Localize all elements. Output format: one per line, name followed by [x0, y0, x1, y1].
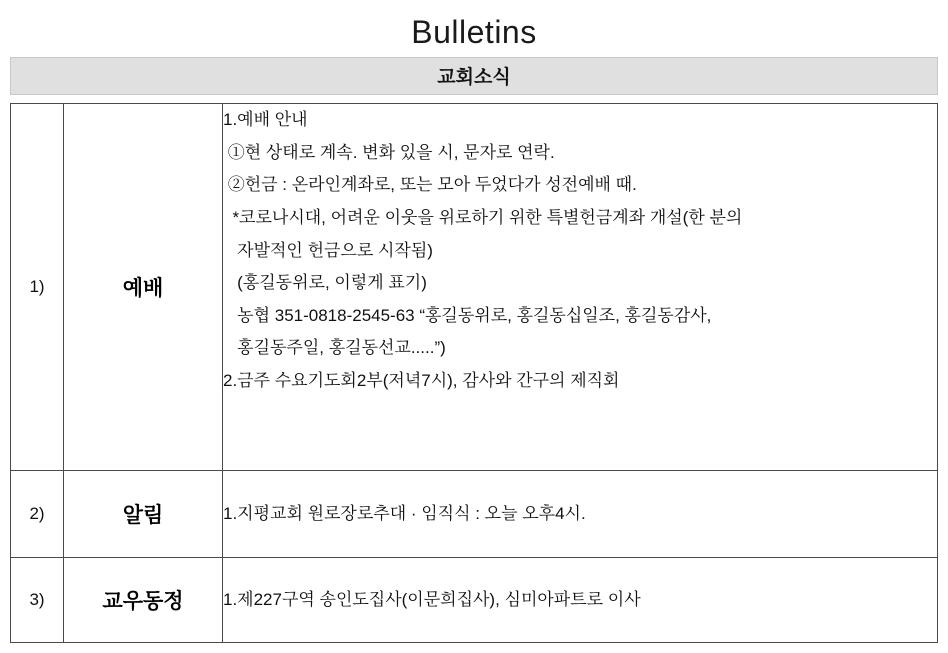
content-line: 1.제227구역 송인도집사(이문희집사), 심미아파트로 이사	[223, 589, 641, 609]
content-line: ②헌금 : 온라인계좌로, 또는 모아 두었다가 성전예배 때.	[223, 175, 637, 195]
row-category: 알림	[64, 471, 223, 558]
content-line: (홍길동위로, 이렇게 표기)	[223, 273, 427, 293]
content-line: 1.예배 안내	[223, 110, 308, 129]
row-number: 2)	[11, 471, 64, 558]
bulletin-table	[10, 103, 938, 643]
content-line: 2.금주 수요기도회2부(저녁7시), 감사와 간구의 제직회	[223, 371, 620, 390]
row-content	[223, 558, 938, 643]
row-category: 예배	[64, 104, 223, 471]
content-line: 홍길동주일, 홍길동선교.....”)	[223, 338, 446, 358]
row-number: 3)	[11, 558, 64, 643]
content-line: *코로나시대, 어려운 이웃을 위로하기 위한 특별헌금계좌 개설(한 분의	[223, 207, 743, 227]
page-title: Bulletins	[411, 14, 537, 50]
row-content	[223, 104, 938, 471]
content-line: ①현 상태로 계속. 변화 있을 시, 문자로 연락.	[223, 142, 555, 162]
content-line: 농협 351-0818-2545-63 “홍길동위로, 홍길동십일조, 홍길동감사,	[223, 305, 712, 325]
content-line: 1.지평교회 원로장로추대 · 임직식 : 오늘 오후4시.	[223, 503, 586, 523]
section-header: 교회소식	[10, 57, 938, 95]
table-row	[11, 558, 938, 643]
row-content	[223, 471, 938, 558]
content-line: 자발적인 헌금으로 시작됨)	[223, 240, 433, 260]
table-row	[11, 471, 938, 558]
table-row	[11, 104, 938, 471]
row-category: 교우동정	[64, 558, 223, 643]
row-number: 1)	[11, 104, 64, 471]
